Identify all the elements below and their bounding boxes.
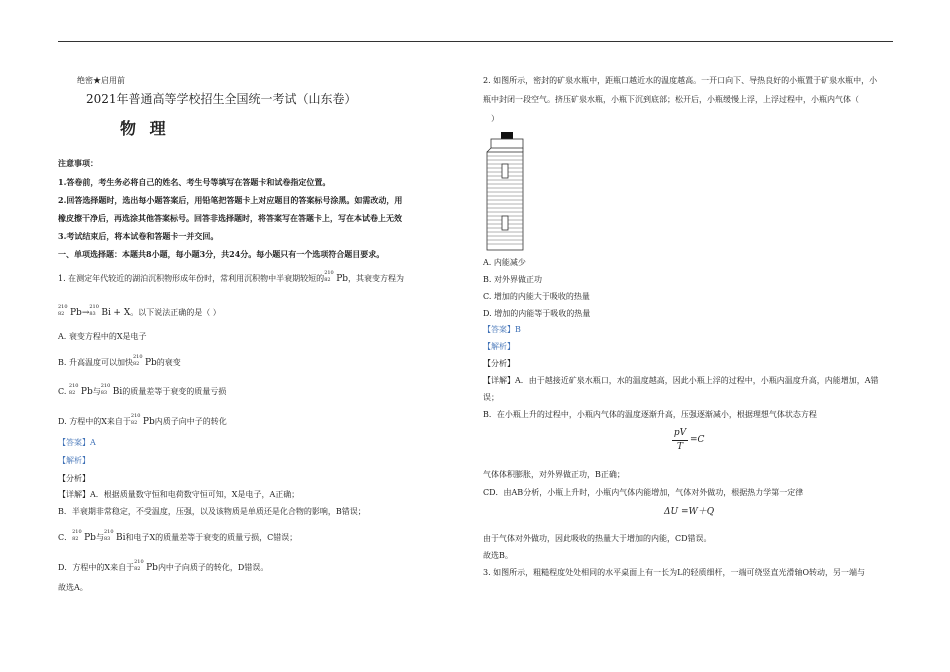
bottle-diagram bbox=[485, 130, 525, 252]
q3-stem: 3. 如图所示，粗糙程度处处相同的水平桌面上有一长为L的轻质细杆，一端可绕竖直光滑轴O转动，另一端与 bbox=[483, 568, 866, 577]
secret-label: 绝密★启用前 bbox=[77, 76, 125, 85]
section-heading: 一、单项选择题：本题共8小题，每小题3分，共24分。每小题只有一个选项符合题目要求。 bbox=[58, 249, 385, 259]
q2-analysis-label: 【解析】 bbox=[483, 342, 515, 351]
q2-detail-2: B．在小瓶上升的过程中，小瓶内气体的温度逐渐升高，压强逐渐减小，根据理想气体状态方程 bbox=[483, 410, 817, 419]
notes-title: 注意事项： bbox=[58, 158, 98, 168]
q1-detail-c: C． 210 82 Pb与 210 83 Bi和电子X的质量差等于衰变的质量亏损，C错误； bbox=[58, 529, 298, 543]
q2-formula-ideal-gas: pV T =C bbox=[673, 428, 705, 452]
q1-analysis-label: 【解析】 bbox=[58, 456, 90, 465]
q2-option-c: C. 增加的内能大于吸收的热量 bbox=[483, 292, 590, 301]
q1-option-c: C. 210 82 Pb与 210 83 Bi的质量差等于衰变的质量亏损 bbox=[58, 383, 227, 397]
q2-stem-line1: 2. 如图所示，密封的矿泉水瓶中，距瓶口越近水的温度越高。一开口向下、导热良好的小瓶置于矿泉水瓶中，小 bbox=[483, 76, 878, 85]
q1-equation: 210 82 Pb→ 210 83 Bi + X。以下说法正确的是（ ） bbox=[58, 304, 221, 318]
q2-formula-first-law: ΔU =W＋Q bbox=[664, 507, 715, 517]
subject-title: 物 理 bbox=[120, 119, 170, 138]
q2-detail-5: 由于气体对外做功，因此吸收的热量大于增加的内能，CD错误。 bbox=[483, 534, 712, 543]
exam-title: 2021年普通高等学校招生全国统一考试（山东卷） bbox=[86, 92, 357, 106]
q2-conclusion: 故选B。 bbox=[483, 551, 513, 560]
note-2: 2.回答选择题时，选出每小题答案后，用铅笔把答题卡上对应题目的答案标号涂黑。如需改动，用 bbox=[58, 195, 403, 205]
q2-option-d: D. 增加的内能等于吸收的热量 bbox=[483, 309, 591, 318]
q2-detail-4: CD．由AB分析，小瓶上升时，小瓶内气体内能增加，气体对外做功，根据热力学第一定律 bbox=[483, 488, 804, 497]
top-rule bbox=[58, 41, 893, 42]
q1-answer: 【答案】A bbox=[58, 438, 96, 447]
q1-detail-a: 【详解】A．根据质量数守恒和电荷数守恒可知，X是电子，A正确； bbox=[58, 490, 300, 499]
q2-stem-line3: ） bbox=[491, 114, 499, 123]
q2-detail-1b: 误； bbox=[483, 393, 499, 402]
q2-stem-line2: 瓶中封闭一段空气。挤压矿泉水瓶，小瓶下沉到底部；松开后，小瓶缓慢上浮，上浮过程中，小瓶内气体（ bbox=[483, 95, 859, 104]
q1-fenxi: 【分析】 bbox=[58, 474, 90, 483]
note-2b: 橡皮擦干净后，再选涂其他答案标号。回答非选择题时，将答案写在答题卡上，写在本试卷上无效 bbox=[58, 213, 402, 223]
q2-option-b: B. 对外界做正功 bbox=[483, 275, 542, 284]
q1-detail-d: D．方程中的X来自于 210 82 Pb内中子向质子的转化，D错误。 bbox=[58, 559, 269, 573]
q2-answer: 【答案】B bbox=[483, 325, 521, 334]
q1-option-d: D. 方程中的X来自于 210 82 Pb内质子向中子的转化 bbox=[58, 413, 227, 427]
note-1: 1.答卷前，考生务必将自己的姓名、考生号等填写在答题卡和试卷指定位置。 bbox=[58, 177, 331, 187]
q1-option-a: A. 衰变方程中的X是电子 bbox=[58, 332, 147, 341]
q2-detail-1: 【详解】A．由于越接近矿泉水瓶口，水的温度越高，因此小瓶上浮的过程中，小瓶内温度升高，内能增加，A错 bbox=[483, 376, 879, 385]
q1-stem: 1. 在测定年代较近的湖泊沉积物形成年份时，常利用沉积物中半衰期较短的 210 82 Pb，其衰变方程为 bbox=[58, 270, 405, 284]
q1-detail-b: B．半衰期非常稳定，不受温度，压强，以及该物质是单质还是化合物的影响，B错误； bbox=[58, 507, 366, 516]
q2-detail-3: 气体体积膨胀，对外界做正功，B正确； bbox=[483, 470, 625, 479]
q1-conclusion: 故选A。 bbox=[58, 583, 88, 592]
q2-fenxi: 【分析】 bbox=[483, 359, 515, 368]
note-3: 3.考试结束后，将本试卷和答题卡一并交回。 bbox=[58, 231, 219, 241]
q2-option-a: A. 内能减少 bbox=[483, 258, 526, 267]
q1-option-b: B. 升高温度可以加快 210 82 Pb的衰变 bbox=[58, 354, 181, 368]
